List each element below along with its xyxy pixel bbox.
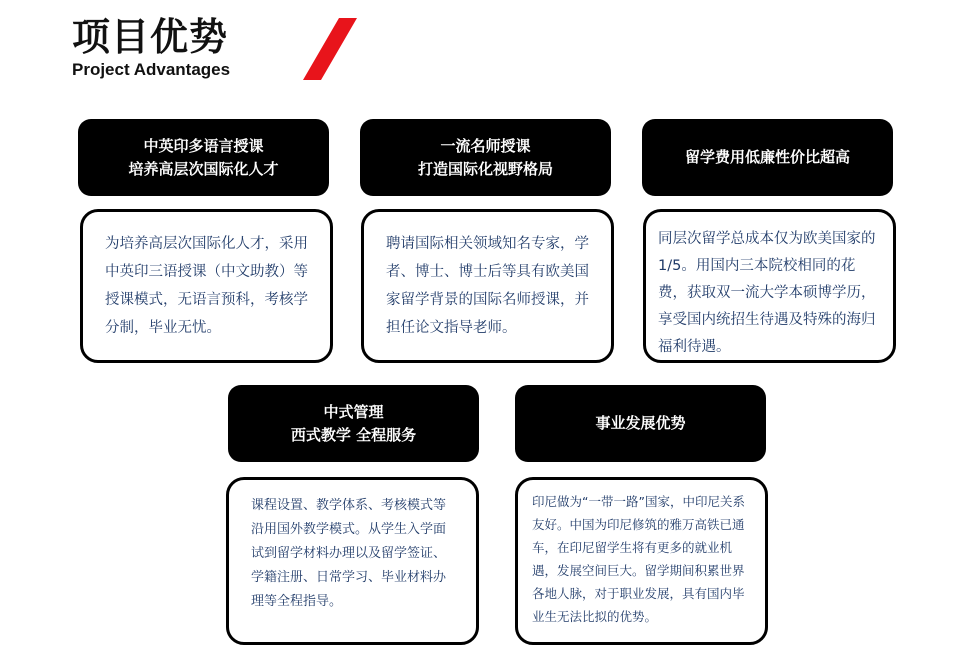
card-body-text: 课程设置、教学体系、考核模式等沿用国外教学模式。从学生入学面试到留学材料办理以及留学签证、学籍注册、日常学习、毕业材料办理等全程指导。 xyxy=(251,498,447,609)
page-subtitle: Project Advantages xyxy=(72,60,231,79)
card-body-cost xyxy=(643,209,896,363)
card-header-multilingual xyxy=(78,119,329,196)
card-body-management xyxy=(226,477,479,645)
red-slash-decoration xyxy=(303,18,357,80)
card-header-line1: 一流名师授课 xyxy=(440,136,531,155)
card-header-line2: 培养高层次国际化人才 xyxy=(128,159,279,178)
card-body-text: 为培养高层次国际化人才，采用中英印三语授课（中文助教）等授课模式，无语言预科，考核学分制，毕业无忧。 xyxy=(105,236,308,336)
card-body-teachers xyxy=(361,209,614,363)
card-header-line2: 打造国际化视野格局 xyxy=(417,159,553,178)
card-header-cost xyxy=(642,119,893,196)
card-header-line1: 事业发展优势 xyxy=(595,414,686,432)
card-header-line2: 西式教学 全程服务 xyxy=(290,425,417,444)
card-body-text: 同层次留学总成本仅为欧美国家的1/5。用国内三本院校相同的花费，获取双一流大学本硕博学历，享受国内统招生待遇及特殊的海归福利待遇。 xyxy=(658,231,876,355)
card-body-career xyxy=(515,477,768,645)
card-header-career xyxy=(515,385,766,462)
card-header-line1: 中式管理 xyxy=(323,402,384,421)
card-body-text: 聘请国际相关领域知名专家，学者、博士、博士后等具有欧美国家留学背景的国际名师授课，并担任论文指导老师。 xyxy=(386,236,589,336)
card-body-multilingual xyxy=(80,209,333,363)
card-header-management xyxy=(228,385,479,462)
card-header-teachers xyxy=(360,119,611,196)
card-header-line1: 留学费用低廉性价比超高 xyxy=(684,148,850,166)
page-title: 项目优势 xyxy=(72,15,229,59)
card-body-text: 印尼做为“一带一路”国家，中印尼关系友好。中国为印尼修筑的雅万高铁已通车，在印尼留学生将有更多的就业机遇，发展空间巨大。留学期间积累世界各地人脉，对于职业发展，具有国内毕业生无法比拟的优势。 xyxy=(532,494,745,624)
card-header-line1: 中英印多语言授课 xyxy=(143,136,264,155)
